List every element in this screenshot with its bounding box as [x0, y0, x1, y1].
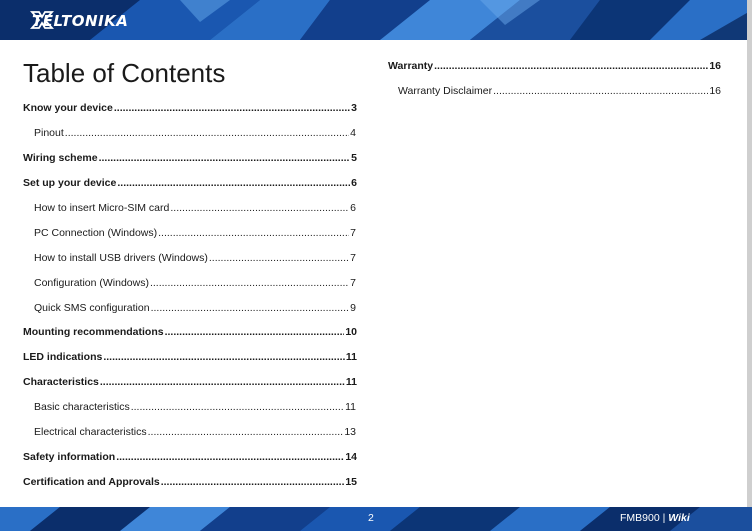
- toc-leader-dots: [117, 177, 350, 189]
- page-title: Table of Contents: [23, 58, 226, 88]
- footer-model: FMB900: [620, 512, 660, 524]
- footer-page-number: 2: [368, 512, 374, 524]
- toc-entry-label: Set up your device: [23, 177, 117, 189]
- toc-leader-dots: [158, 227, 349, 239]
- toc-entry-page: 14: [345, 451, 357, 463]
- toc-entry[interactable]: [34, 302, 356, 314]
- toc-entry-page: 10: [345, 326, 357, 338]
- toc-entry-label: PC Connection (Windows): [34, 227, 158, 239]
- toc-entry-label: How to insert Micro-SIM card: [34, 202, 170, 214]
- toc-entry-page: 3: [351, 102, 357, 114]
- toc-leader-dots: [151, 302, 350, 314]
- toc-entry-label: How to install USB drivers (Windows): [34, 252, 208, 264]
- toc-leader-dots: [209, 252, 349, 264]
- toc-entry-label: Mounting recommendations: [23, 326, 164, 338]
- toc-leader-dots: [165, 326, 345, 338]
- toc-entry[interactable]: [23, 152, 357, 164]
- toc-entry-label: LED indications: [23, 351, 103, 363]
- toc-entry-label: Warranty Disclaimer: [398, 85, 493, 97]
- logo-text: TELTONIKA: [32, 12, 129, 30]
- toc-leader-dots: [131, 401, 344, 413]
- toc-entry-page: 11: [345, 376, 357, 388]
- toc-leader-dots: [493, 85, 708, 97]
- toc-leader-dots: [99, 152, 351, 164]
- toc-entry[interactable]: [23, 102, 357, 114]
- toc-leader-dots: [116, 451, 344, 463]
- teltonika-x-logo-icon: [30, 10, 54, 30]
- footer-brand: [620, 512, 690, 524]
- toc-entry[interactable]: [34, 227, 356, 239]
- toc-entry-label: Safety information: [23, 451, 116, 463]
- toc-entry[interactable]: [23, 326, 357, 338]
- toc-entry-label: Wiring scheme: [23, 152, 98, 164]
- footer-separator: |: [662, 512, 666, 524]
- toc-leader-dots: [170, 202, 349, 214]
- toc-entry[interactable]: [34, 277, 356, 289]
- toc-entry-page: 16: [709, 85, 721, 97]
- toc-leader-dots: [100, 376, 345, 388]
- toc-entry-label: Warranty: [388, 60, 434, 72]
- toc-entry[interactable]: [34, 401, 356, 413]
- toc-entry[interactable]: [34, 202, 356, 214]
- toc-entry[interactable]: [34, 252, 356, 264]
- toc-entry-page: 7: [350, 277, 356, 289]
- toc-entry-page: 6: [350, 202, 356, 214]
- toc-entry-page: 11: [345, 351, 357, 363]
- toc-entry-page: 13: [344, 426, 356, 438]
- toc-entry[interactable]: [23, 177, 357, 189]
- page-edge-scrollbar: [747, 0, 752, 531]
- toc-entry[interactable]: [23, 376, 357, 388]
- toc-entry[interactable]: [388, 60, 721, 72]
- toc-entry-page: 9: [350, 302, 356, 314]
- toc-entry[interactable]: [23, 351, 357, 363]
- toc-entry-page: 7: [350, 252, 356, 264]
- toc-entry-page: 4: [350, 127, 356, 139]
- toc-leader-dots: [148, 426, 344, 438]
- toc-entry[interactable]: [34, 426, 356, 438]
- toc-leader-dots: [65, 127, 349, 139]
- toc-entry-label: Know your device: [23, 102, 113, 114]
- toc-entry-label: Electrical characteristics: [34, 426, 147, 438]
- toc-entry-page: 5: [351, 152, 357, 164]
- toc-entry-page: 15: [345, 476, 357, 488]
- toc-entry-label: Characteristics: [23, 376, 99, 388]
- toc-entry[interactable]: [34, 127, 356, 139]
- toc-entry[interactable]: [398, 85, 721, 97]
- toc-leader-dots: [114, 102, 350, 114]
- toc-entry-label: Pinout: [34, 127, 64, 139]
- toc-leader-dots: [150, 277, 349, 289]
- toc-leader-dots: [103, 351, 345, 363]
- toc-entry-label: Certification and Approvals: [23, 476, 160, 488]
- toc-entry-label: Basic characteristics: [34, 401, 130, 413]
- toc-entry-label: Quick SMS configuration: [34, 302, 150, 314]
- toc-entry-page: 7: [350, 227, 356, 239]
- toc-entry-label: Configuration (Windows): [34, 277, 149, 289]
- toc-entry-page: 6: [351, 177, 357, 189]
- toc-entry[interactable]: [23, 451, 357, 463]
- toc-leader-dots: [434, 60, 708, 72]
- page-header: [0, 0, 752, 40]
- toc-entry-page: 11: [345, 401, 356, 413]
- toc-entry-page: 16: [709, 60, 721, 72]
- toc-leader-dots: [161, 476, 345, 488]
- teltonika-logo: [30, 10, 128, 32]
- footer-wiki: Wiki: [668, 512, 690, 524]
- toc-entry[interactable]: [23, 476, 357, 488]
